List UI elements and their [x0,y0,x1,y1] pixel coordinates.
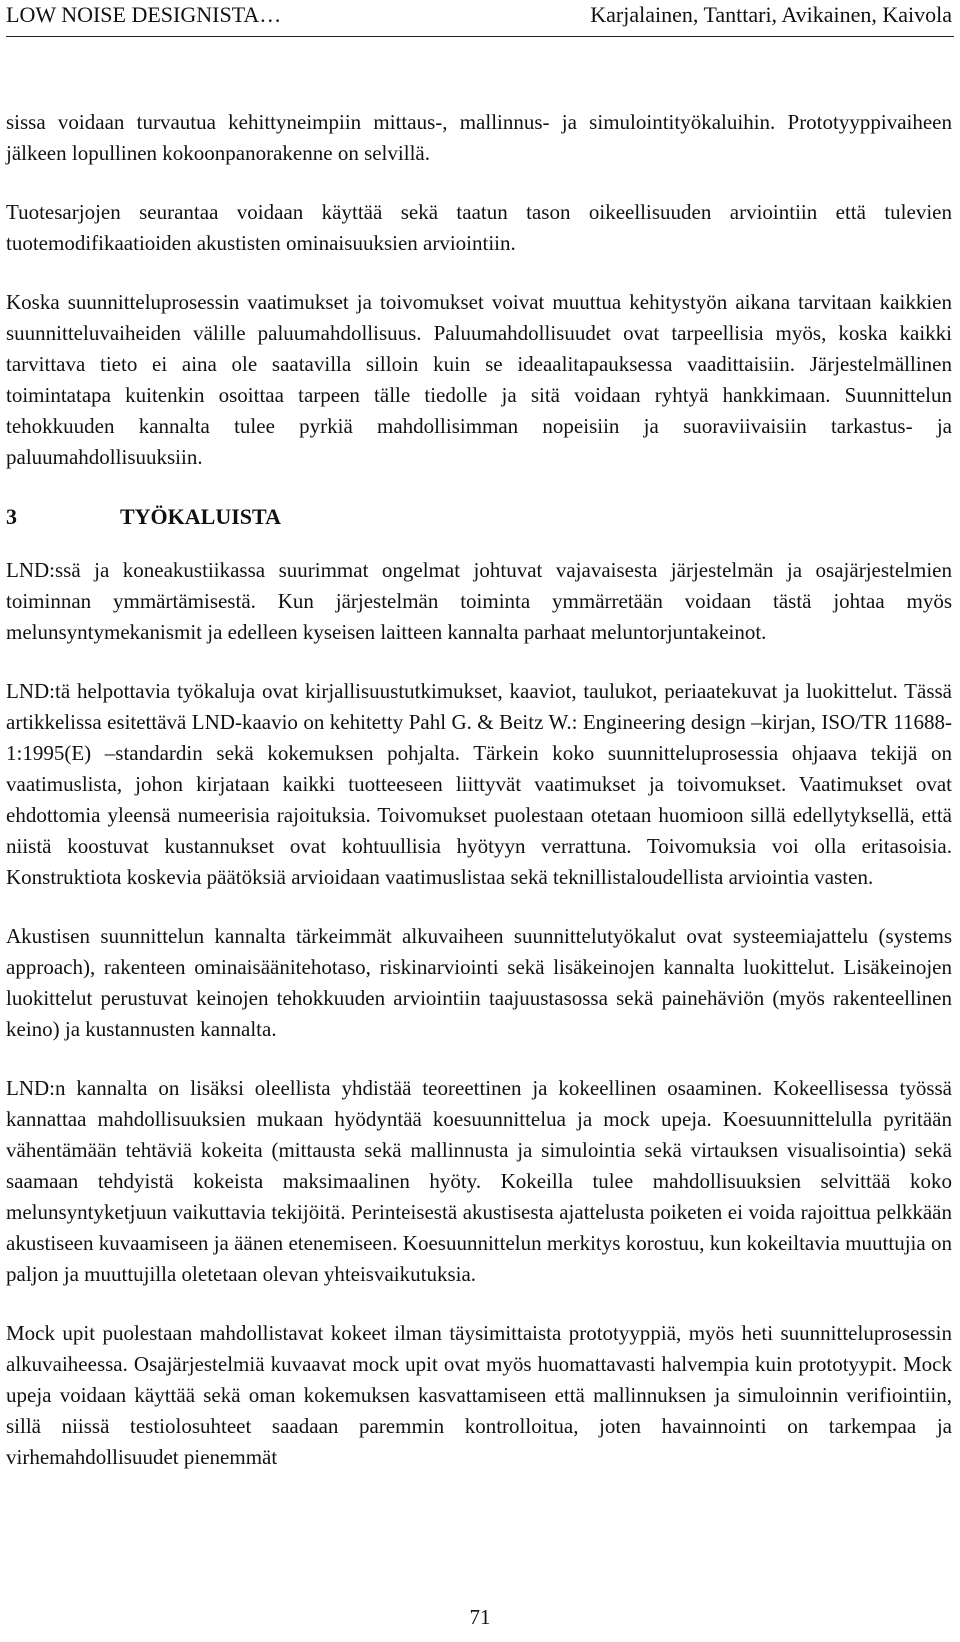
section-number: 3 [6,504,17,529]
paragraph: sissa voidaan turvautua kehittyneimpiin mittaus-, mallinnus- ja simulointityökaluihin. Prototyyppivaiheen jälkeen lopullinen kokoonpanorakenne on selvillä. [6,110,952,165]
paragraph: LND:tä helpottavia työkaluja ovat kirjallisuustutkimukset, kaaviot, taulukot, periaatekuvat ja luokittelut. Tässä artikkelissa esitettävä LND-kaavio on kehitetty Pahl G. & Beitz W.: Engineering design –kirjan, ISO/TR 11688-1:1995(E) –standardin sekä kokemuksen pohjalta. Tärkein koko suunnitteluprosessia ohjaava tekijä on vaatimuslista, johon kirjataan kaikki tuotteeseen liittyvät vaatimukset ja toivomukset. Vaatimukset ovat ehdottomia yleensä numeerisia rajoituksia. Toivomukset puolestaan otetaan huomioon sillä edellytyksellä, että niistä koostuvat kustannukset ovat kohtuullisia hyötyyn verrattuna. Toivomuksia voi olla eritasoisia. Konstruktiota koskevia päätöksiä arvioidaan vaatimuslistaa sekä teknillistaloudellista arviointia vasten. [6,679,952,889]
section-heading [6,501,952,533]
body-text [6,107,952,1501]
section-title: TYÖKALUISTA [120,504,281,529]
running-header [6,0,954,37]
paragraph: Tuotesarjojen seurantaa voidaan käyttää sekä taatun tason oikeellisuuden arviointiin että tulevien tuotemodifikaatioiden akustisten ominaisuuksien arviointiin. [6,200,952,255]
paragraph: LND:n kannalta on lisäksi oleellista yhdistää teoreettinen ja kokeellinen osaaminen. Kokeellisessa työssä kannattaa mahdollisuuksien mukaan hyödyntää koesuunnittelua ja mock upeja. Koesuunnittelulla pyritään vähentämään tehtäviä kokeita (mittausta sekä mallinnusta ja simulointia sekä virtauksen visualisointia) sekä saamaan tehdyistä kokeista maksimaalinen hyöty. Kokeilla tulee mahdollisuuksien selvittää koko melunsyntyketjuun vaikuttavia tekijöitä. Perinteisestä akustisesta ajattelusta poiketen ei voida rajoittua pelkkään akustiseen kuvaamiseen ja äänen etenemiseen. Koesuunnittelun merkitys korostuu, kun kokeiltavia muuttujia on paljon ja muuttujilla oletetaan olevan yhteisvaikutuksia. [6,1076,952,1286]
paragraph: Koska suunnitteluprosessin vaatimukset ja toivomukset voivat muuttua kehitystyön aikana tarvitaan kaikkien suunnitteluvaiheiden välille paluumahdollisuus. Paluumahdollisuudet ovat tarpeellisia myös, koska kaikki tarvittava tieto ei aina ole saatavilla silloin kuin se ideaalitapauksessa vaadittaisiin. Järjestelmällinen toimintatapa kuitenkin osoittaa tarpeen tälle tiedolle ja sitä voidaan ryhtyä hankkimaan. Suunnittelun tehokkuuden kannalta tulee pyrkiä mahdollisimman nopeisiin ja suoraviivaisiin tarkastus- ja paluumahdollisuuksiin. [6,290,952,469]
paragraph: Mock upit puolestaan mahdollistavat kokeet ilman täysimittaista prototyyppiä, myös heti suunnitteluprosessin alkuvaiheessa. Osajärjestelmiä kuvaavat mock upit ovat myös huomattavasti halvempia kuin prototyypit. Mock upeja voidaan käyttää sekä oman kokemuksen kasvattamiseen että mallinnuksen ja simuloinnin verifiointiin, sillä niissä testiolosuhteet saadaan paremmin kontrolloitua, joten havainnointi on tarkempaa ja virhemahdollisuudet pienemmät [6,1321,952,1469]
paragraph: LND:ssä ja koneakustiikassa suurimmat ongelmat johtuvat vajavaisesta järjestelmän ja osajärjestelmien toiminnan ymmärtämisestä. Kun järjestelmän toiminta ymmärretään voidaan tästä johtaa myös melunsyntymekanismit ja edelleen kyseisen laitteen kannalta parhaat meluntorjuntakeinot. [6,558,952,644]
page-number: 71 [469,1605,491,1629]
paragraph: Akustisen suunnittelun kannalta tärkeimmät alkuvaiheen suunnittelutyökalut ovat systeemiajattelu (systems approach), rakenteen ominaisäänitehotaso, riskinarviointi sekä lisäkeinojen kannalta luokittelut. Lisäkeinojen luokittelut perustuvat keinojen tehokkuuden arviointiin taajuustasossa sekä painehäviön (myös rakenteellinen keino) ja kustannusten kannalta. [6,924,952,1041]
header-authors: Karjalainen, Tanttari, Avikainen, Kaivola [590,2,952,27]
header-title: LOW NOISE DESIGNISTA… [6,2,282,27]
